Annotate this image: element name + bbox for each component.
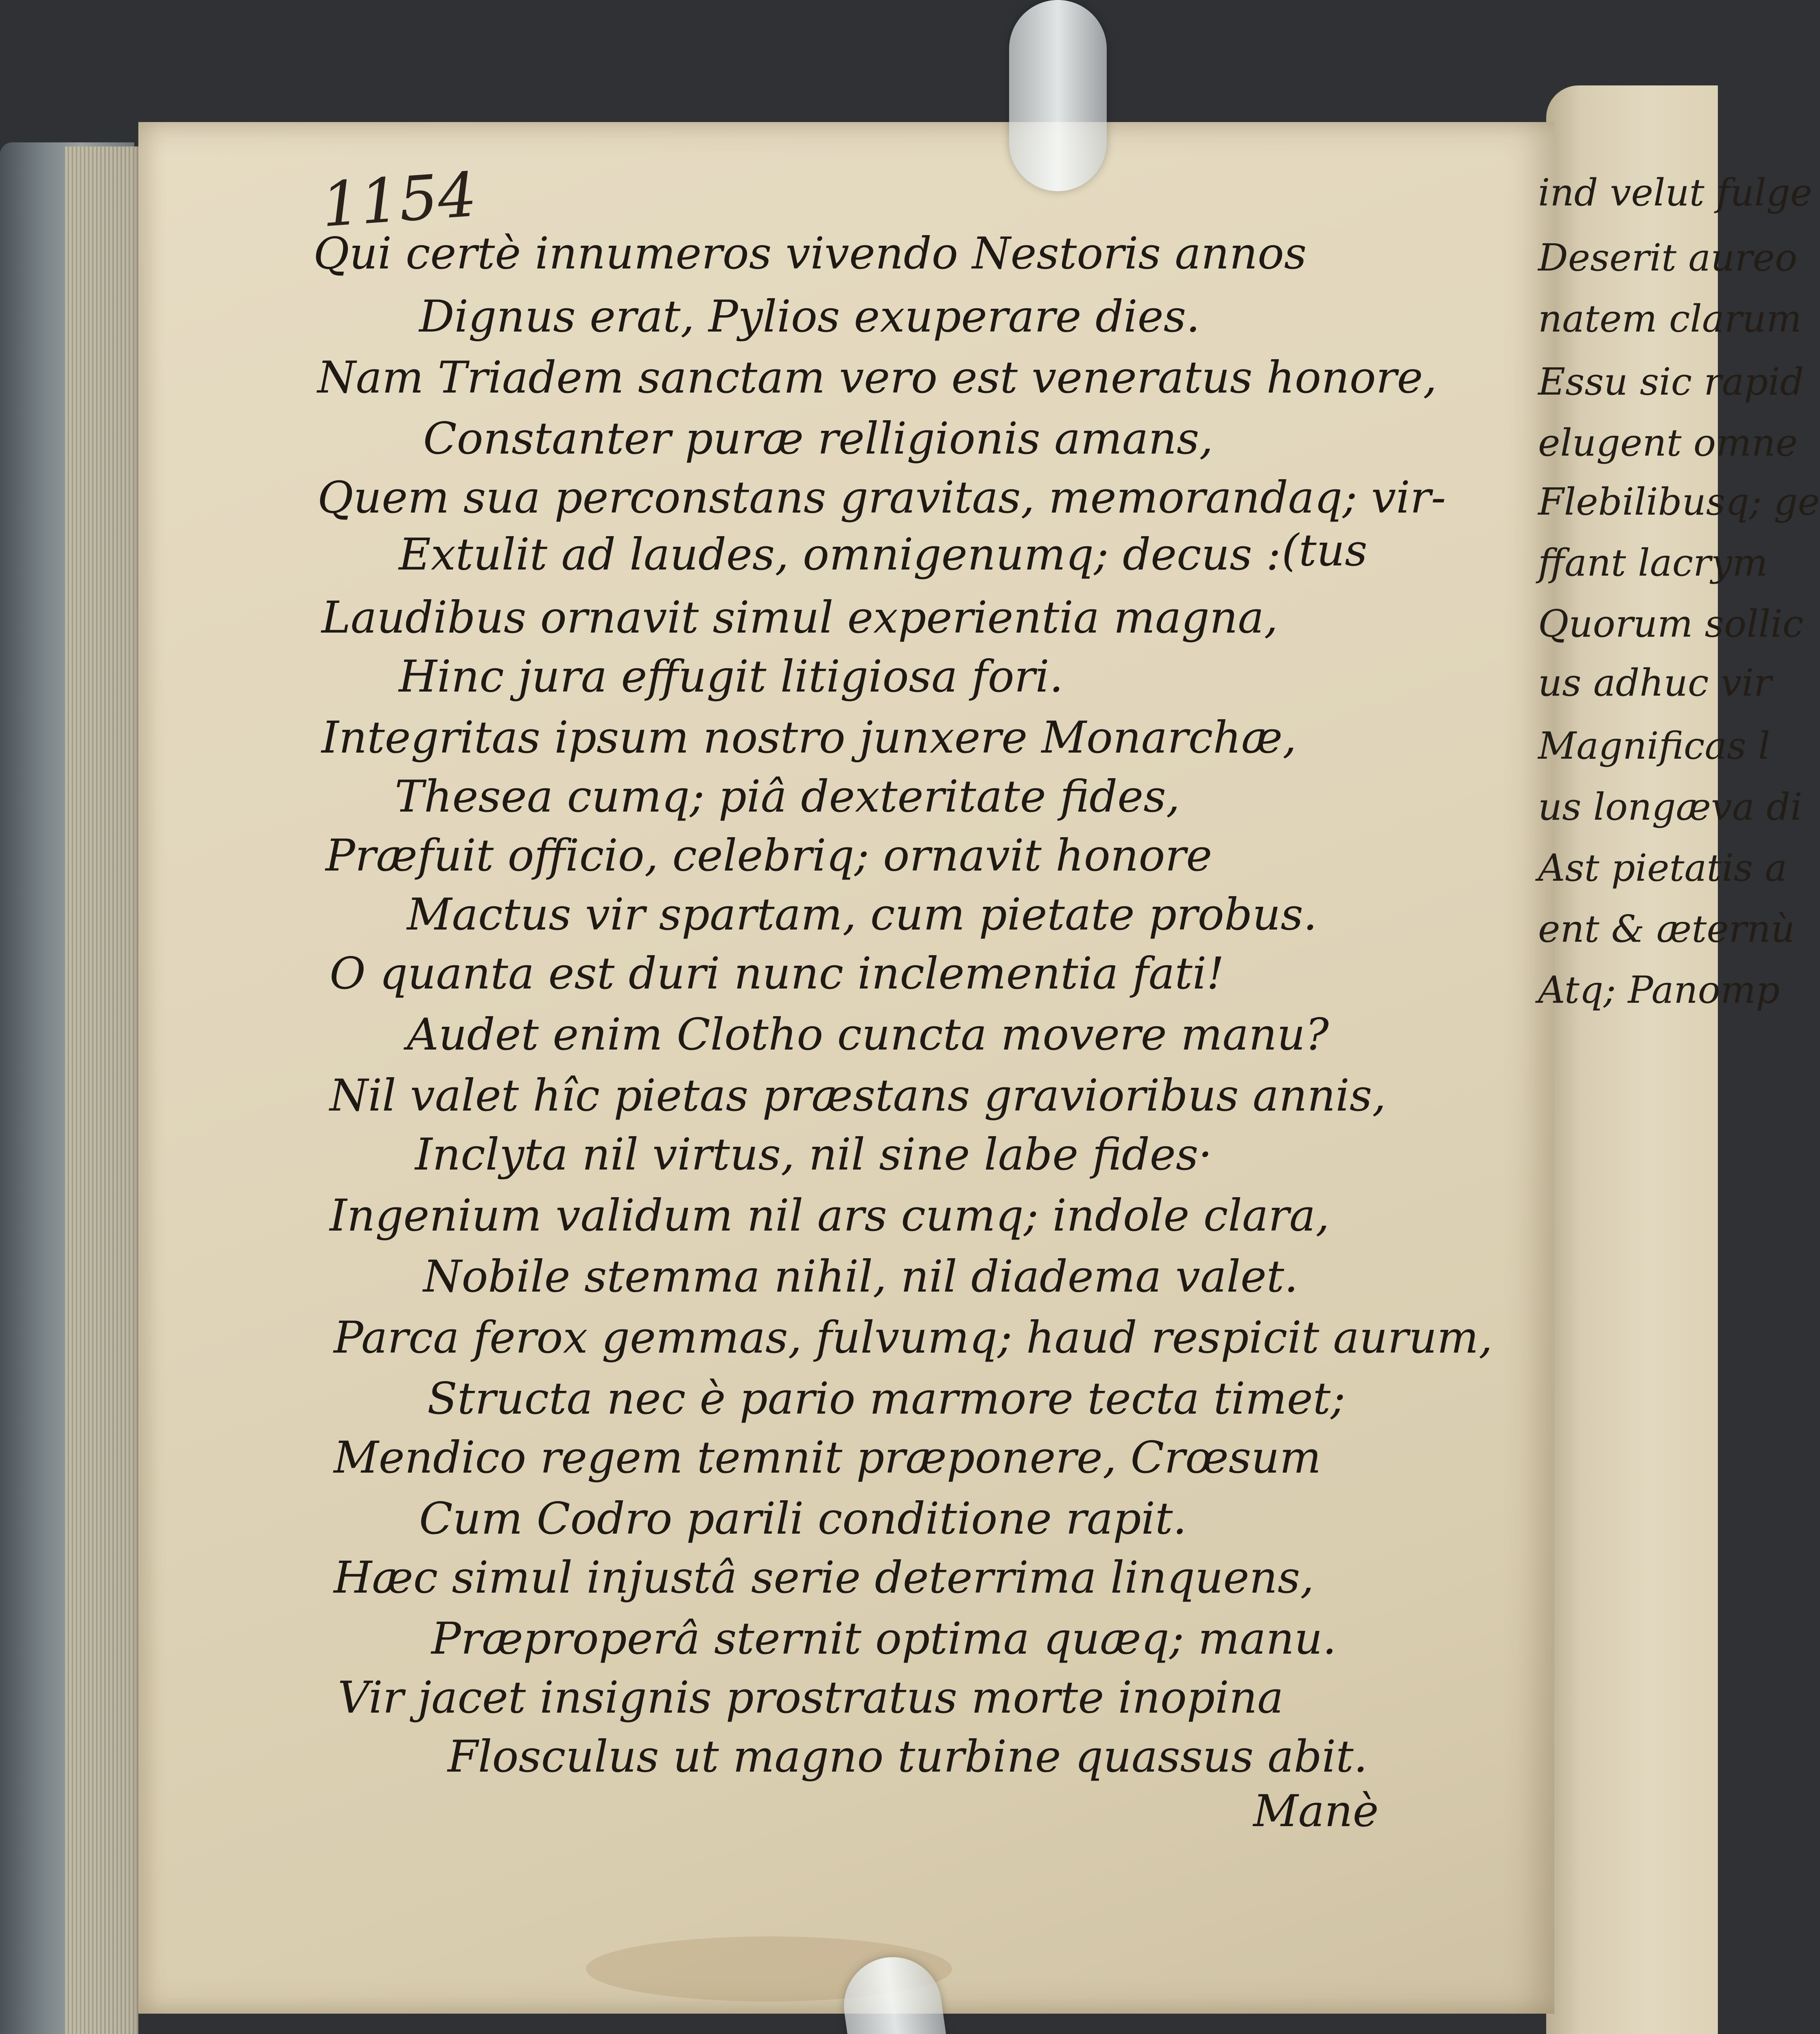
verse-line-18: Nobile stemma nihil, nil diadema valet. [423, 1251, 1298, 1302]
verse-line-23: Hæc simul injustâ serie deterrima linquens, [334, 1552, 1314, 1603]
verse-line-24: Præproperâ sternit optima quæq; manu. [431, 1613, 1337, 1664]
verse-line-6: Extulit ad laudes, omnigenumq; decus : [399, 529, 1281, 580]
verse-line-2: Dignus erat, Pylios exuperare dies. [419, 291, 1200, 342]
verse-line-4: Constanter puræ relligionis amans, [423, 413, 1213, 464]
verse-line-15: Nil valet hîc pietas præstans gravioribus annis, [330, 1070, 1386, 1121]
right-page-line-1: ind velut fulge [1538, 171, 1813, 214]
verse-line-21: Mendico regem temnit præponere, Crœsum [334, 1432, 1321, 1483]
verse-line-19: Parca ferox gemmas, fulvumq; haud respicit aurum, [334, 1312, 1493, 1363]
verse-line-3: Nam Triadem sanctam vero est veneratus honore, [317, 352, 1437, 403]
verse-line-14: Audet enim Clotho cuncta movere manu? [407, 1009, 1329, 1060]
verse-line-16: Inclyta nil virtus, nil sine labe fides· [415, 1129, 1213, 1180]
right-page-line-8: Quorum sollic [1538, 602, 1804, 646]
page-number: 1154 [319, 159, 479, 241]
book-clip-top [1009, 0, 1107, 191]
verse-line-7: Laudibus ornavit simul experientia magna, [321, 592, 1278, 643]
verse-line-10: Thesea cumq; piâ dexteritate fides, [395, 771, 1180, 822]
verse-line-1: Qui certè innumeros vivendo Nestoris annos [313, 228, 1307, 279]
right-page-line-11: us longæva di [1538, 785, 1803, 829]
catchword: Manè [1253, 1786, 1379, 1837]
left-page [138, 122, 1554, 2014]
page-edges [65, 146, 138, 2034]
verse-line-22: Cum Codro parili conditione rapit. [419, 1493, 1187, 1544]
right-page-line-9: us adhuc vir [1538, 661, 1772, 705]
right-page-line-2: Deserit aureo [1538, 236, 1798, 279]
verse-line-8: Hinc jura effugit litigiosa fori. [399, 651, 1064, 702]
verse-line-12: Mactus vir spartam, cum pietate probus. [407, 889, 1317, 940]
verse-line-26: Flosculus ut magno turbine quassus abit. [448, 1731, 1368, 1782]
right-page-line-3: natem clarum [1538, 297, 1802, 340]
verse-line-13: O quanta est duri nunc inclementia fati! [330, 948, 1224, 999]
right-page-line-13: ent & æternù [1538, 907, 1795, 951]
verse-line-5: Quem sua perconstans gravitas, memorandaq; vir- [317, 472, 1446, 523]
right-page-line-7: ffant lacrym [1538, 541, 1768, 585]
right-page-line-12: Ast pietatis a [1538, 846, 1787, 890]
right-page-line-10: Magnificas l [1538, 724, 1770, 768]
verse-line-17: Ingenium validum nil ars cumq; indole clara, [330, 1190, 1330, 1241]
right-page-line-4: Essu sic rapid [1538, 360, 1804, 404]
right-page-line-5: elugent omne [1538, 421, 1798, 465]
verse-line-9: Integritas ipsum nostro junxere Monarchæ, [321, 712, 1297, 763]
right-page-line-6: Flebilibusq; ge [1538, 480, 1820, 524]
verse-line-6-overflow: (tus [1282, 525, 1368, 576]
verse-line-20: Structa nec è pario marmore tecta timet; [427, 1373, 1346, 1424]
verse-line-25: Vir jacet insignis prostratus morte inopina [338, 1672, 1284, 1723]
verse-line-11: Præfuit officio, celebriq; ornavit honore [326, 830, 1212, 881]
right-page-line-14: Atq; Panomp [1538, 968, 1780, 1012]
